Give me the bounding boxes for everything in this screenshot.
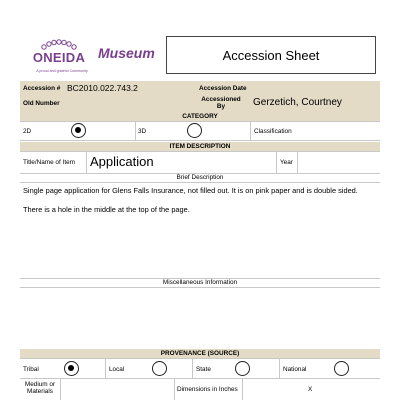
accessioned-by-label: Accessioned By xyxy=(201,96,241,111)
dimensions-label: Dimensions in Inches xyxy=(177,386,238,393)
old-number-label: Old Number xyxy=(23,100,60,107)
accession-number-label: Accession # xyxy=(23,85,61,92)
year-label: Year xyxy=(280,159,293,166)
oneida-logo xyxy=(24,36,96,78)
item-description-heading: ITEM DESCRIPTION xyxy=(20,142,380,151)
selected-dot xyxy=(68,365,74,371)
brief-paragraph-2: There is a hole in the middle at the top of the page. xyxy=(23,205,190,215)
dimensions-separator: X xyxy=(308,386,313,393)
logo-tagline: A proud and grateful Community xyxy=(36,69,88,73)
medium-label: Medium or Materials xyxy=(24,381,56,396)
title-value[interactable]: Application xyxy=(90,154,154,169)
option-2d-radio[interactable] xyxy=(71,123,86,138)
year-value[interactable] xyxy=(301,155,376,169)
option-3d-label: 3D xyxy=(138,128,147,135)
sheet-title-box xyxy=(166,36,376,74)
option-state-label: State xyxy=(196,366,211,373)
accessioned-by-value[interactable]: Gerzetich, Courtney xyxy=(253,97,342,108)
brief-description-text[interactable] xyxy=(23,186,375,215)
option-tribal-label: Tribal xyxy=(23,366,39,373)
option-local-label: Local xyxy=(109,366,125,373)
option-national-label: National xyxy=(283,366,307,373)
option-2d-label: 2D xyxy=(23,128,32,135)
logo-name: ONEIDA xyxy=(32,50,86,65)
accession-number-value[interactable]: BC2010.022.743.2 xyxy=(67,83,138,93)
brief-paragraph-1: Single page application for Glens Falls Insurance, not filled out. It is on pink paper and is double sided. xyxy=(23,186,358,195)
accession-date-value[interactable] xyxy=(252,83,376,93)
beaded-arc-icon xyxy=(38,38,78,50)
selected-dot xyxy=(75,127,81,133)
option-3d-radio[interactable] xyxy=(187,123,202,138)
old-number-value[interactable] xyxy=(67,97,187,108)
brief-description-label: Brief Description xyxy=(176,174,224,181)
option-state-radio[interactable] xyxy=(235,361,250,376)
category-heading: CATEGORY xyxy=(20,112,380,121)
accession-sheet xyxy=(20,30,380,400)
medium-value[interactable] xyxy=(63,381,171,395)
sheet-title: Accession Sheet xyxy=(222,47,320,63)
option-tribal-radio[interactable] xyxy=(64,361,79,376)
option-national-radio[interactable] xyxy=(334,361,349,376)
classification-value[interactable] xyxy=(302,124,376,136)
title-label: Title/Name of Item xyxy=(23,159,75,166)
classification-label: Classification xyxy=(254,128,292,135)
museum-label: Museum xyxy=(98,45,155,61)
option-local-radio[interactable] xyxy=(152,361,167,376)
provenance-heading: PROVENANCE (SOURCE) xyxy=(20,349,380,358)
misc-information-value[interactable] xyxy=(23,290,375,346)
accession-date-label: Accession Date xyxy=(199,85,247,92)
misc-information-label: Miscellaneous Information xyxy=(162,279,238,286)
